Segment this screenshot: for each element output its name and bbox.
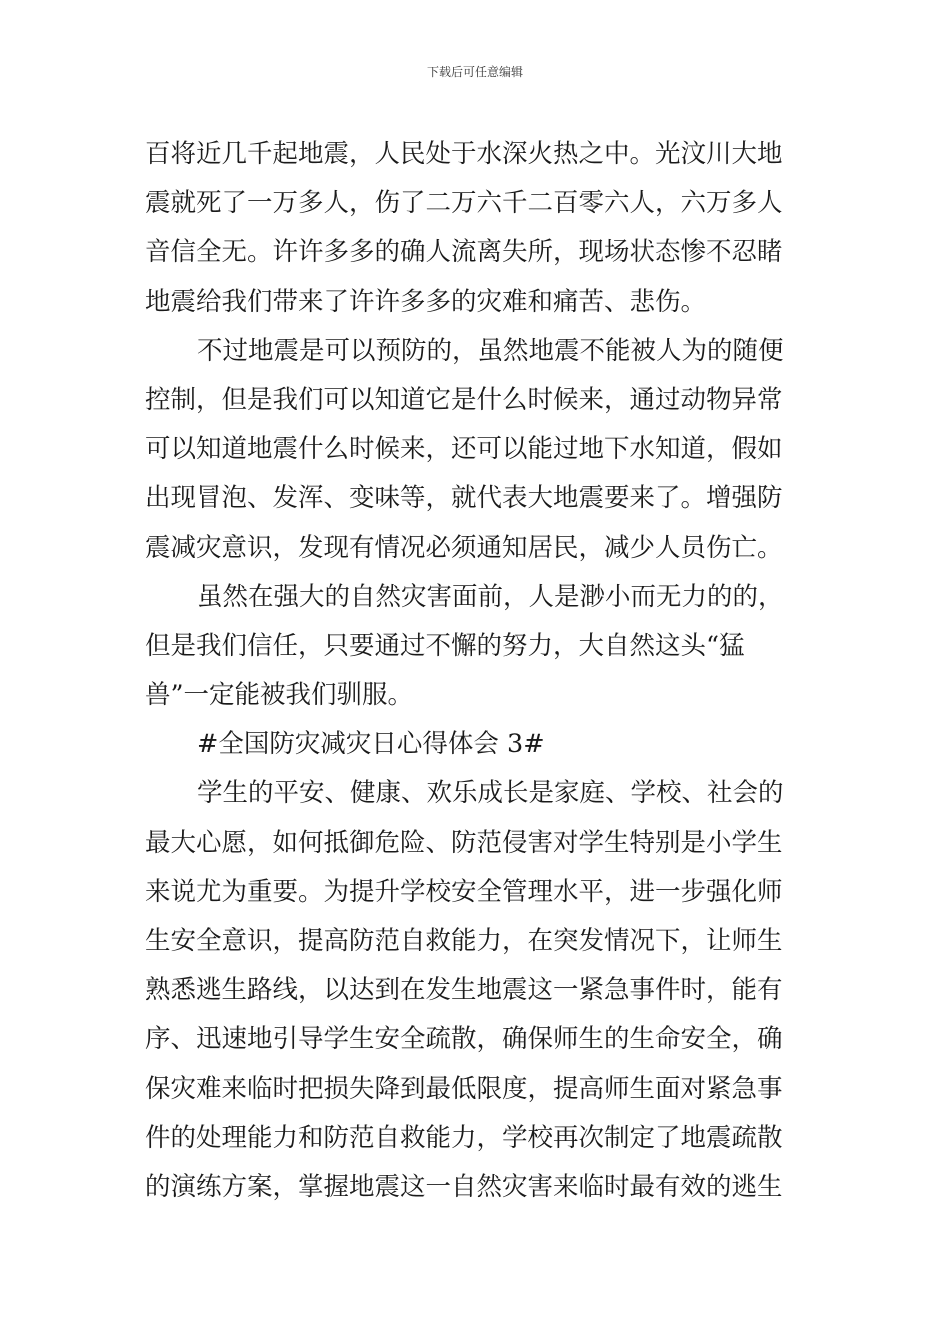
document-body [145, 130, 809, 1212]
text-line: 熟悉逃生路线，以达到在发生地震这一紧急事件时，能有 [145, 975, 783, 1006]
text-line: 震就死了一万多人，伤了二万六千二百零六人，六万多人 [145, 188, 783, 219]
text-line: 学生的平安、健康、欢乐成长是家庭、学校、社会的 [197, 778, 784, 809]
section-heading: #全国防灾减灾日心得体会 3# [197, 729, 545, 760]
text-line: 的演练方案，掌握地震这一自然灾害来临时最有效的逃生 [145, 1171, 783, 1202]
text-line: 但是我们信任，只要通过不懈的努力，大自然这头“猛 [145, 630, 745, 661]
text-line: 震减灾意识，发现有情况必须通知居民，减少人员伤亡。 [145, 532, 783, 563]
text-line: 百将近几千起地震，人民处于水深火热之中。光汶川大地 [145, 139, 783, 169]
text-line: 可以知道地震什么时候来，还可以能过地下水知道，假如 [145, 434, 783, 465]
text-line: 虽然在强大的自然灾害面前，人是渺小而无力的的， [197, 581, 784, 612]
text-line: 地震给我们带来了许许多多的灾难和痛苦、悲伤。 [145, 286, 707, 317]
text-line: 音信全无。许许多多的确人流离失所，现场状态惨不忍睹 [145, 237, 783, 268]
page-header: 下载后可任意编辑 [426, 65, 523, 79]
text-line: 保灾难来临时把损失降到最低限度，提高师生面对紧急事 [145, 1073, 783, 1104]
text-line: 件的处理能力和防范自救能力，学校再次制定了地震疏散 [145, 1122, 783, 1153]
text-line: 不过地震是可以预防的，虽然地震不能被人为的随便 [197, 335, 784, 366]
text-line: 兽”一定能被我们驯服。 [145, 680, 414, 711]
text-line: 序、迅速地引导学生安全疏散，确保师生的生命安全，确 [145, 1024, 783, 1055]
text-line: 出现冒泡、发浑、变味等，就代表大地震要来了。增强防 [145, 483, 783, 514]
text-line: 控制，但是我们可以知道它是什么时候来，通过动物异常 [145, 384, 783, 415]
text-line: 来说尤为重要。为提升学校安全管理水平，进一步强化师 [145, 876, 783, 907]
text-line: 生安全意识，提高防范自救能力，在突发情况下，让师生 [145, 926, 783, 956]
text-line: 最大心愿，如何抵御危险、防范侵害对学生特别是小学生 [145, 827, 783, 858]
